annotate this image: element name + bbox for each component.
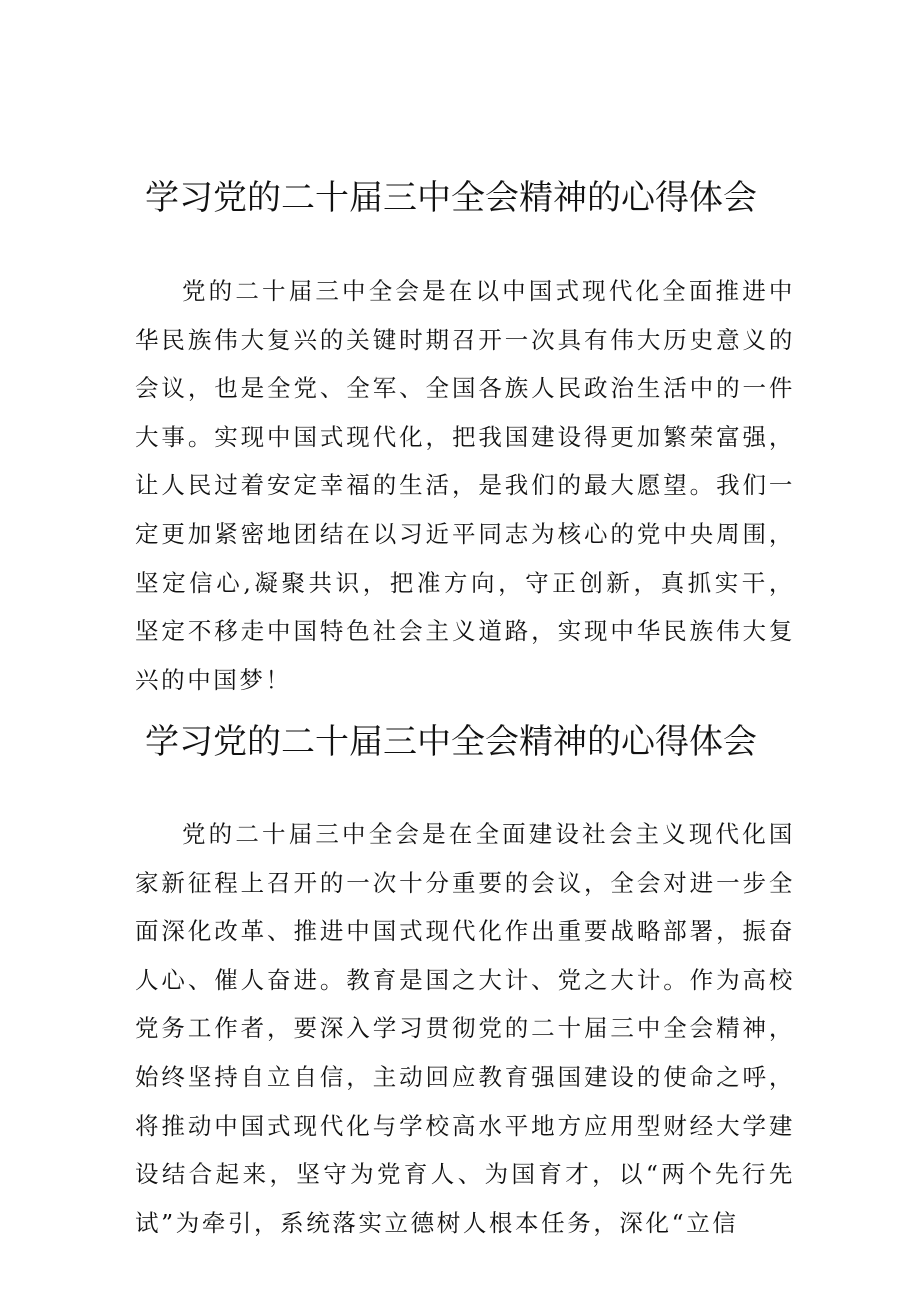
section-title-1: 学习党的二十届三中全会精神的心得体会 bbox=[145, 178, 757, 218]
section-title-2: 学习党的二十届三中全会精神的心得体会 bbox=[145, 722, 757, 762]
section-body-2: 党的二十届三中全会是在全面建设社会主义现代化国家新征程上召开的一次十分重要的会议，全会对进一步全面深化改革、推进中国式现代化作出重要战略部署，振奋人心、催人奋进。教育是国之大计、党之大计。作为高校党务工作者，要深入学习贯彻党的二十届三中全会精神，始终坚持自立自信，主动回应教育强国建设的使命之呼，将推动中国式现代化与学校高水平地方应用型财经大学建设结合起来，坚守为党育人、为国育才，以“两个先行先试”为牵引，系统落实立德树人根本任务，深化“立信 bbox=[135, 820, 795, 1237]
section-body-1: 党的二十届三中全会是在以中国式现代化全面推进中华民族伟大复兴的关键时期召开一次具有伟大历史意义的会议，也是全党、全军、全国各族人民政治生活中的一件大事。实现中国式现代化，把我国建设得更加繁荣富强，让人民过着安定幸福的生活，是我们的最大愿望。我们一定更加紧密地团结在以习近平同志为核心的党中央周围，坚定信心,凝聚共识，把准方向，守正创新，真抓实干，坚定不移走中国特色社会主义道路，实现中华民族伟大复兴的中国梦！ bbox=[135, 277, 795, 694]
